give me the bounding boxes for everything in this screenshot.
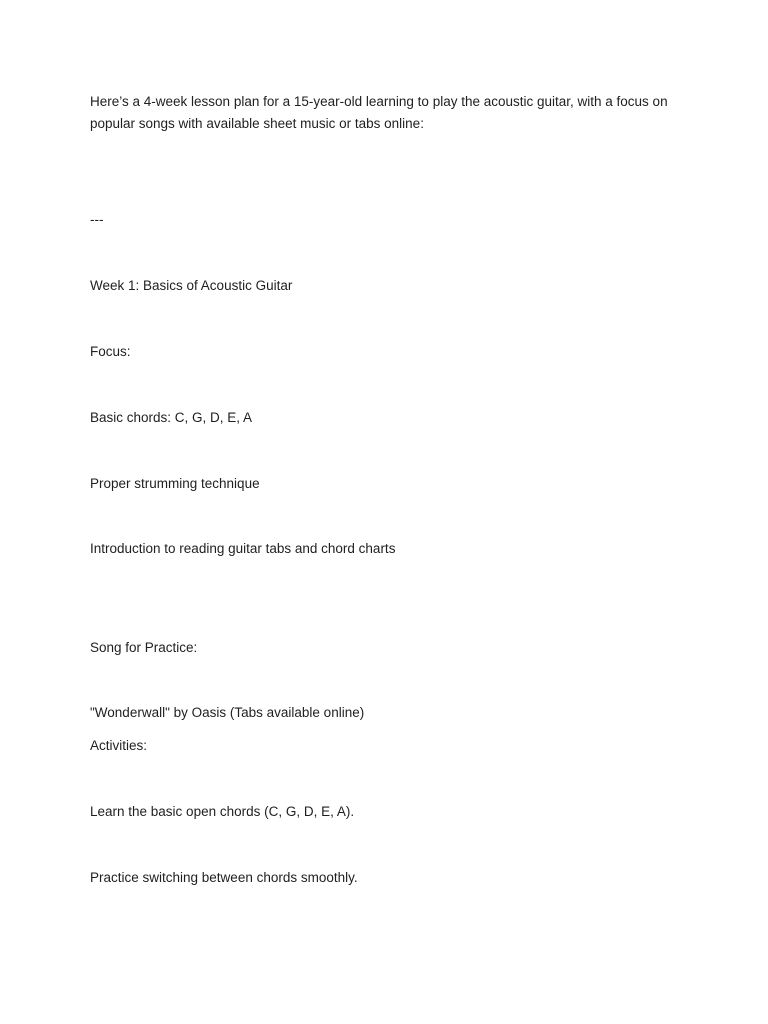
intro-paragraph: Here’s a 4-week lesson plan for a 15-year-old learning to play the acoustic guitar, with a focus on popular songs with available sheet music or tabs online: [90,94,668,131]
section-separator: --- [90,212,104,227]
activity-item: Learn the basic open chords (C, G, D, E, A). [90,804,355,819]
activity-item: Practice switching between chords smoothly. [90,870,358,885]
focus-item: Basic chords: C, G, D, E, A [90,410,253,425]
focus-item: Introduction to reading guitar tabs and chord charts [90,541,396,556]
song-heading: Song for Practice: [90,640,198,655]
song-item: "Wonderwall" by Oasis (Tabs available online) [90,705,365,720]
activities-heading: Activities: [90,738,148,753]
focus-item: Proper strumming technique [90,476,260,491]
week-title: Week 1: Basics of Acoustic Guitar [90,278,293,293]
focus-heading: Focus: [90,344,131,359]
